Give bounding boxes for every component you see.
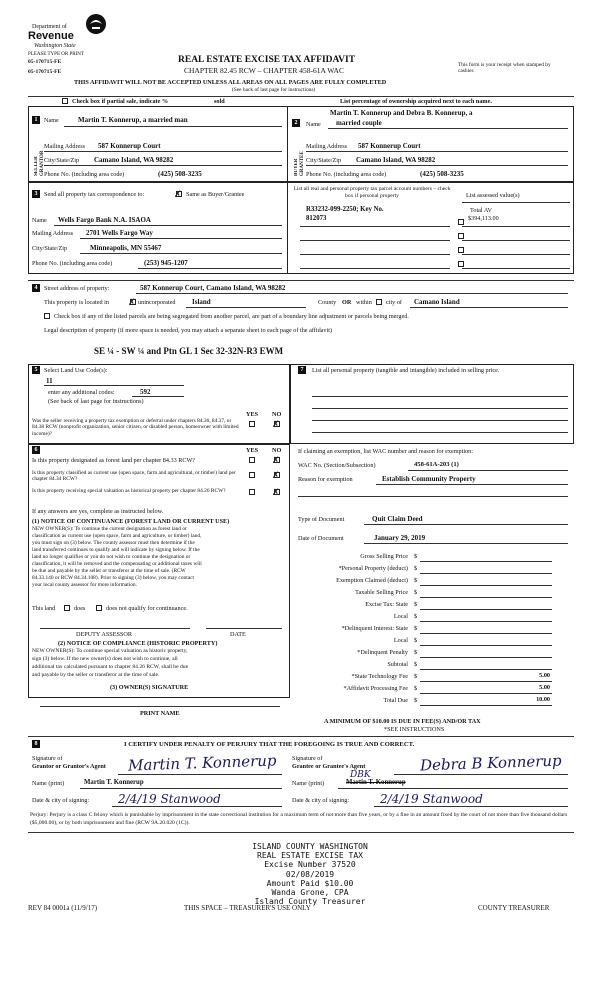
assessed-header: List assessed value(s) — [466, 192, 520, 199]
fee-label-technology: *State Technology Fee — [351, 673, 408, 680]
exemption-no-check-icon: ✗ — [272, 419, 280, 429]
notice-1-line-1: NEW OWNER(S): To continue the current designation as forest land or — [32, 526, 187, 532]
same-as-buyer-check-icon: ✗ — [174, 189, 182, 199]
same-as-buyer-label: Same as Buyer/Grantee — [186, 191, 245, 198]
segregated-checkbox[interactable] — [44, 313, 50, 319]
section-3-number: 3 — [32, 190, 40, 198]
exemption-reason-label: Reason for exemption — [298, 476, 353, 483]
fee-cur-personal: $ — [414, 565, 418, 572]
fee-cur-interest-local: $ — [414, 637, 418, 644]
additional-codes-label: enter any additional codes: — [48, 389, 115, 396]
city-of-label: city of — [386, 299, 402, 306]
notice-1-line-7: be due and payable by the seller or transferor at the time of sale. (RCW — [32, 568, 186, 574]
stamp-line-7: Island County Treasurer — [254, 897, 366, 907]
fee-cur-total: $ — [414, 697, 418, 704]
fee-label-gross: Gross Selling Price — [360, 553, 408, 560]
seller-side-label: SELLER GRANTOR — [34, 150, 45, 176]
notice-1-line-3: you must sign on (3) below. The county assessor must then determine if the — [32, 540, 195, 546]
form-subtitle: CHAPTER 82.45 RCW – CHAPTER 458-61A WAC — [184, 66, 344, 75]
section-7-number: 7 — [298, 366, 306, 374]
forest-yes-checkbox[interactable] — [249, 457, 255, 463]
corr-mailing[interactable]: 2701 Wells Fargo Way — [86, 229, 153, 237]
buyer-phone[interactable]: (425) 508-3235 — [420, 170, 464, 178]
corr-label: Send all property tax correspondence to: — [44, 191, 145, 198]
exemption-question: Was the seller receiving a property tax exemption or deferral under chapters 84.36, 84.37, or 84.38 RCW (nonprofit organization, senior citizen, or disabled person, homeowner with limited income)? — [32, 418, 239, 437]
parcel-4-personal-checkbox[interactable] — [458, 261, 464, 267]
stamp-line-1: ISLAND COUNTY WASHINGTON — [252, 842, 368, 851]
notice-2-line-4: and payable by the seller or transferor at the time of sale. — [32, 672, 160, 678]
land-use-label: Select Land Use Code(s): — [44, 367, 108, 374]
fee-cur-interest-state: $ — [414, 625, 418, 632]
exemption-yes-checkbox[interactable] — [249, 421, 255, 427]
current-use-no-check-icon: ✗ — [272, 470, 280, 480]
fee-label-interest-state: *Delinquent Interest: State — [341, 625, 408, 632]
section-5-number: 5 — [32, 366, 40, 374]
notice-2-title: (2) NOTICE OF COMPLIANCE (HISTORIC PROPERTY) — [58, 640, 218, 647]
corr-phone-label: Phone No. (including area code) — [32, 260, 113, 267]
fee-label-total: Total Due — [383, 697, 408, 704]
does-not-qualify-checkbox[interactable] — [96, 605, 102, 611]
deputy-assessor-label: DEPUTY ASSESSOR — [76, 631, 132, 638]
unincorporated-label: unincorporated — [138, 299, 176, 306]
grantee-date-city[interactable]: 2/4/19 Stanwood — [380, 792, 483, 806]
seller-city[interactable]: Camano Island, WA 98282 — [94, 156, 174, 164]
parcel-2-personal-checkbox[interactable] — [458, 233, 464, 239]
historic-question: Is this property receiving special valuation as historical property per chapter 84.26 RCW? — [32, 488, 226, 494]
historic-yes-checkbox[interactable] — [249, 489, 255, 495]
unincorporated-check-icon: ✗ — [128, 297, 136, 307]
seller-phone-label: Phone No. (including area code) — [44, 171, 125, 178]
notice-2-line-3: additional tax calculated pursuant to chapter 84.26 RCW, shall be due — [32, 664, 189, 670]
if-any-note: If any answers are yes, complete as instructed below. — [32, 508, 164, 515]
parcels-header: List all real and personal property tax parcel account numbers – check box if personal property — [293, 186, 451, 199]
receipt-note: This form is your receipt when stamped by cashier. — [458, 62, 551, 75]
corr-name[interactable]: Wells Fargo Bank N.A. ISAOA — [58, 216, 151, 224]
fee-cur-processing: $ — [414, 685, 418, 692]
grantee-agent-label: Grantee or Grantee's Agent — [292, 763, 366, 770]
fee-label-subtotal: Subtotal — [387, 661, 408, 668]
exemption-claim-label: If claiming an exemption, list WAC number and reason for exemption: — [298, 448, 473, 455]
city-of-checkbox[interactable] — [376, 299, 382, 305]
segregated-label: Check box if any of the listed parcels are being segregated from another parcel, are part of a boundary line adjustment or parcels being merged. — [54, 313, 409, 320]
does-qualify-checkbox[interactable] — [64, 605, 70, 611]
grantor-printed-name[interactable]: Martin T. Konnerup — [84, 779, 144, 786]
stamp-line-3: Excise Number 37520 — [264, 860, 356, 870]
grantor-name-print-label: Name (print) — [32, 780, 65, 787]
fee-label-taxable: Taxable Selling Price — [355, 589, 408, 596]
dept-revenue: Revenue — [28, 30, 74, 42]
corr-city-label: City/State/Zip — [32, 245, 68, 252]
seller-phone[interactable]: (425) 508-3235 — [158, 170, 202, 178]
document-date-label: Date of Document — [298, 535, 344, 542]
parcel-number-line1[interactable]: R33232-099-2250; Key No. — [306, 206, 384, 213]
buyer-mailing-label: Mailing Address — [306, 143, 348, 150]
please-type: PLEASE TYPE OR PRINT — [28, 52, 84, 57]
notice-1-line-8: 84.33.140 or RCW 84.34.108). Prior to signing (3) below, you may contact — [32, 575, 194, 581]
grantor-signature[interactable]: Martin T. Konnerup — [127, 751, 277, 775]
fee-cur-subtotal: $ — [414, 661, 418, 668]
exemption-reason[interactable]: Establish Community Property — [382, 475, 476, 483]
street-address[interactable]: 587 Konnerup Court, Camano Island, WA 98282 — [140, 284, 286, 292]
grantee-name-print-label: Name (print) — [292, 780, 325, 787]
forest-no-check-icon: ✗ — [272, 455, 280, 465]
personal-property-label: List all personal property (tangible and intangible) included in selling price. — [312, 367, 500, 374]
historic-no-check-icon: ✗ — [272, 487, 280, 497]
document-type[interactable]: Quit Claim Deed — [372, 515, 423, 523]
form-number: REV 84 0001a (11/9/17) — [28, 904, 98, 912]
current-use-question: Is this property classified as current use (open space, farm and agricultural, or timber) land per chapter 84.34 RCW? — [32, 470, 236, 483]
wac-number[interactable]: 458-61A-203 (1) — [414, 461, 459, 468]
seller-name[interactable]: Martin T. Konnerup, a married man — [78, 116, 188, 124]
street-label: Street address of property: — [44, 285, 110, 292]
buyer-name-line2[interactable]: married couple — [336, 119, 382, 127]
corr-mailing-label: Mailing Address — [32, 230, 74, 237]
fee-amount-total[interactable]: 10.00 — [536, 696, 550, 703]
buyer-city[interactable]: Camano Island, WA 98282 — [356, 156, 436, 164]
buyer-phone-label: Phone No. (including area code) — [306, 171, 387, 178]
fee-label-excise-state: Excise Tax: State — [365, 601, 408, 608]
wac-label: WAC No. (Section/Subsection) — [298, 462, 376, 469]
perjury-note: Perjury: Perjury is a class C felony which is punishable by imprisonment in the state correctional institution for a maximum term of not more than five years, or by a fine in an amount fixed by the court of not more than five thousand dollars ($5,000.00), or by both imprisonment and fine (RCW 9A.20.020 (1C)). — [30, 812, 568, 826]
fee-amount-processing[interactable]: 5.00 — [539, 684, 550, 691]
grantee-signature-label: Signature of — [292, 755, 323, 762]
county-treasurer-label: COUNTY TREASURER — [478, 904, 550, 912]
fee-cur-taxable: $ — [414, 589, 418, 596]
property-city[interactable]: Camano Island — [414, 298, 460, 306]
corr-name-label: Name — [32, 217, 47, 224]
land-use-code[interactable]: 11 — [46, 377, 53, 385]
grantee-date-city-label: Date & city of signing: — [292, 797, 350, 804]
corr-phone[interactable]: (253) 945-1207 — [144, 259, 188, 267]
forest-land-question: Is this property designated as forest land per chapter 84.33 RCW? — [32, 457, 196, 464]
buyer-name-label: Name — [306, 121, 321, 128]
partial-sale-checkbox[interactable] — [62, 98, 68, 104]
grantor-signature-label: Signature of — [32, 755, 63, 762]
fee-cur-excise-state: $ — [414, 601, 418, 608]
certify-statement: I CERTIFY UNDER PENALTY OF PERJURY THAT THE FOREGOING IS TRUE AND CORRECT. — [124, 741, 415, 748]
dept-of: Department of — [32, 24, 67, 30]
additional-codes[interactable]: 592 — [140, 388, 151, 396]
form-title: REAL ESTATE EXCISE TAX AFFIDAVIT — [178, 55, 356, 65]
corr-city[interactable]: Minneapolis, MN 55467 — [90, 244, 162, 252]
dept-state: Washington State — [34, 43, 76, 49]
no-header-5: NO — [272, 411, 282, 418]
fee-label-processing: *Affidavit Processing Fee — [343, 685, 408, 692]
stamp-line-6: Wanda Grone, CPA — [271, 887, 349, 897]
county-label: County — [318, 299, 337, 306]
sold-label: sold — [214, 98, 225, 105]
total-av-label: Total AV — [470, 207, 492, 214]
owner-signature-label: (3) OWNER(S) SIGNATURE — [110, 684, 189, 691]
notice-2-line-1: NEW OWNER(S): To continue special valuation as historic property, — [32, 648, 188, 654]
notice-2-line-2: sign (3) below. If the new owner(s) does not wish to continue, all — [32, 656, 178, 662]
doc-id-2: 05-170715-FE — [28, 69, 62, 75]
seller-mailing-label: Mailing Address — [44, 143, 86, 150]
section-2-number: 2 — [292, 119, 300, 127]
or-label: OR — [342, 299, 352, 306]
fee-cur-technology: $ — [414, 673, 418, 680]
county-name[interactable]: Island — [192, 298, 211, 306]
document-date[interactable]: January 29, 2019 — [374, 534, 426, 542]
stamp-line-4: 02/08/2019 — [285, 869, 335, 879]
document-type-label: Type of Document — [298, 516, 345, 523]
fee-label-interest-local: Local — [393, 637, 408, 644]
see-instructions-note: *SEE INSTRUCTIONS — [384, 726, 445, 733]
grantor-date-city[interactable]: 2/4/19 Stanwood — [118, 792, 221, 806]
section-1-number: 1 — [32, 116, 40, 124]
fee-label-excise-local: Local — [393, 613, 408, 620]
see-back-note: (See back of last page for instructions) — [48, 398, 144, 405]
notice-1-title: (1) NOTICE OF CONTINUANCE (FOREST LAND OR CURRENT USE) — [32, 518, 230, 525]
department-logo-icon — [80, 12, 112, 36]
notice-1-line-2: classification as current use (open space, farm and agriculture, or timber) land, — [32, 533, 202, 539]
instructions-note: (See back of last page for instructions) — [232, 87, 316, 93]
grantor-date-city-label: Date & city of signing: — [32, 797, 90, 804]
yes-header-6: YES — [246, 447, 259, 454]
parcel-1-personal-checkbox[interactable] — [458, 219, 464, 225]
print-name-label: PRINT NAME — [140, 710, 180, 717]
does-not-label: does not qualify for continuance. — [106, 605, 188, 612]
section-4-number: 4 — [32, 284, 40, 292]
warning-line: THIS AFFIDAVIT WILL NOT BE ACCEPTED UNLESS ALL AREAS ON ALL PAGES ARE FULLY COMPLETED — [74, 79, 387, 86]
legal-description[interactable]: SE ¼ - SW ¼ and Ptn GL 1 Sec 32-32N-R3 EWM — [94, 346, 284, 356]
grantee-signature[interactable]: Debra B Konnerup — [419, 751, 562, 775]
buyer-side-label: BUYER GRANTEE — [294, 151, 305, 176]
fee-label-personal: *Personal Property (deduct) — [338, 565, 408, 572]
current-use-yes-checkbox[interactable] — [249, 472, 255, 478]
within-label: within — [356, 299, 372, 306]
treasurer-stamp — [200, 842, 420, 906]
assessor-date-label: DATE — [230, 631, 246, 638]
stamp-line-5: Amount Paid $10.00 — [266, 878, 354, 888]
legal-label: Legal description of property (if more space is needed, you may attach a separate sheet to each page of the affidavit) — [44, 327, 332, 334]
located-text: This property is located in — [44, 299, 109, 306]
this-land-label: This land — [32, 605, 56, 612]
seller-name-label: Name — [44, 117, 59, 124]
seller-mailing[interactable]: 587 Konnerup Court — [98, 142, 161, 150]
section-8-number: 8 — [32, 740, 40, 748]
fee-cur-exemption: $ — [414, 577, 418, 584]
fee-label-exemption: Exemption Claimed (deduct) — [336, 577, 408, 584]
doc-id-1: 05-170715-FE — [28, 59, 62, 65]
notice-1-line-5: land no longer qualifies or you do not wish to continue the designation or — [32, 554, 191, 560]
fee-cur-excise-local: $ — [414, 613, 418, 620]
ownership-note: List percentage of ownership acquired next to each name. — [340, 98, 492, 105]
notice-1-line-9: your local county assessor for more information. — [32, 582, 137, 588]
seller-city-label: City/State/Zip — [44, 157, 80, 164]
grantor-agent-label: Grantor or Grantor's Agent — [32, 763, 106, 770]
fee-amount-technology[interactable]: 5.00 — [539, 672, 550, 679]
treasurer-use-only: THIS SPACE – TREASURER'S USE ONLY — [184, 904, 311, 912]
parcel-number-line2[interactable]: 812073 — [306, 215, 327, 222]
fee-label-penalty: *Delinquent Penalty — [357, 649, 408, 656]
section-6-number: 6 — [32, 446, 40, 454]
minimum-due-note: A MINIMUM OF $10.00 IS DUE IN FEE(S) AND/OR TAX — [324, 718, 481, 725]
yes-header-5: YES — [246, 411, 259, 418]
parcel-3-personal-checkbox[interactable] — [458, 247, 464, 253]
buyer-mailing[interactable]: 587 Konnerup Court — [358, 142, 421, 150]
fee-cur-gross: $ — [414, 553, 418, 560]
grantee-initials: DBK — [350, 770, 371, 780]
grantee-printed-name[interactable]: Martin T. Konnerup — [346, 779, 406, 786]
fee-cur-penalty: $ — [414, 649, 418, 656]
partial-sale-label: Check box if partial sale, indicate % — [72, 98, 169, 105]
notice-1-line-4: land transferred continues to qualify and will indicate by signing below. If the — [32, 547, 200, 553]
no-header-6: NO — [272, 447, 282, 454]
notice-1-line-6: classification, it will be removed and the compensating or additional taxes will — [32, 561, 202, 567]
buyer-city-label: City/State/Zip — [306, 157, 342, 164]
total-av-value: $394,113.00 — [468, 215, 499, 222]
stamp-line-2: REAL ESTATE EXCISE TAX — [257, 851, 363, 861]
does-label: does — [74, 605, 86, 612]
buyer-name-line1[interactable]: Martin T. Konnerup and Debra B. Konnerup, a — [330, 109, 473, 117]
